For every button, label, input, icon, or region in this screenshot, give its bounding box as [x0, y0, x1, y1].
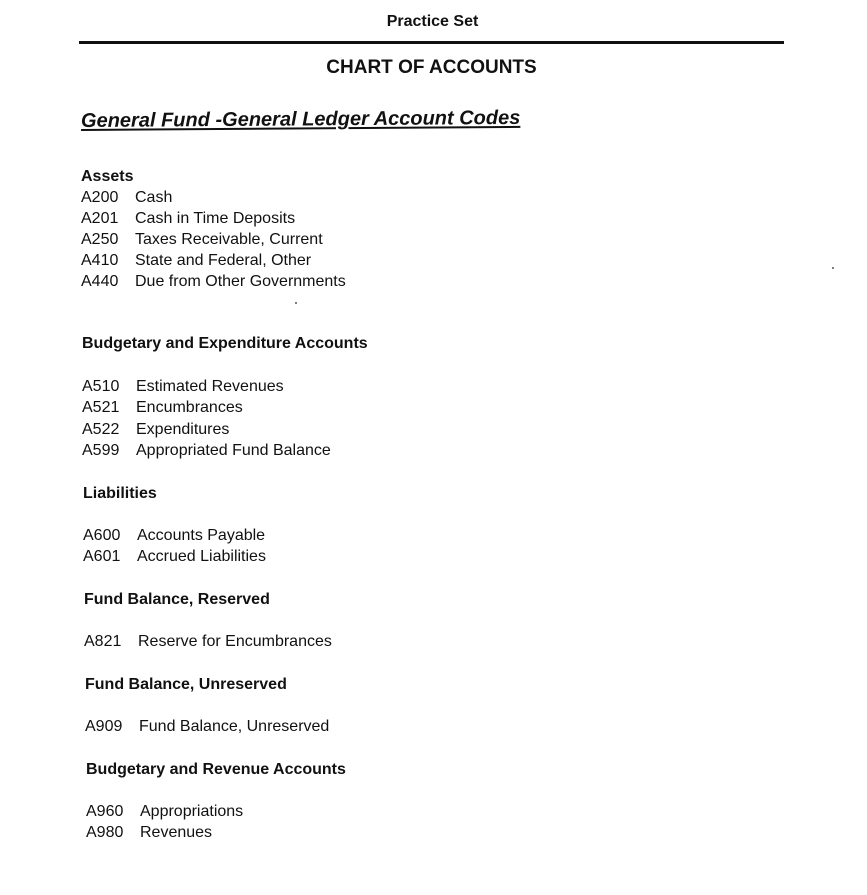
- account-row: [86, 803, 243, 821]
- section-heading-budgetary-expenditure: Budgetary and Expenditure Accounts: [82, 335, 368, 352]
- account-code: A600: [83, 527, 121, 544]
- account-row: [82, 378, 284, 396]
- account-row: [81, 189, 172, 207]
- account-code: A410: [81, 252, 119, 269]
- account-row: [82, 421, 229, 439]
- account-name: State and Federal, Other: [135, 252, 312, 269]
- account-name: Appropriated Fund Balance: [136, 442, 331, 459]
- account-row: [81, 231, 323, 249]
- account-name: Reserve for Encumbrances: [138, 633, 332, 650]
- scan-speck: [832, 267, 834, 269]
- account-code: A821: [84, 633, 122, 650]
- account-name: Cash in Time Deposits: [135, 210, 296, 227]
- section-heading-fund-balance-reserved: Fund Balance, Reserved: [84, 591, 270, 608]
- section-heading-liabilities: Liabilities: [83, 485, 157, 502]
- section-subtitle: General Fund -General Ledger Account Codes: [80, 106, 521, 132]
- account-name: Appropriations: [140, 803, 244, 820]
- account-name: Revenues: [140, 824, 213, 841]
- account-name: Cash: [135, 189, 173, 206]
- account-code: A599: [82, 442, 120, 459]
- account-code: A522: [82, 421, 120, 438]
- account-row: [81, 252, 311, 270]
- practice-set-label: Practice Set: [386, 13, 479, 30]
- account-code: A601: [83, 548, 121, 565]
- section-heading-budgetary-revenue: Budgetary and Revenue Accounts: [86, 761, 346, 778]
- account-code: A510: [82, 378, 120, 395]
- scan-speck: [295, 302, 297, 304]
- account-row: [81, 273, 346, 291]
- account-code: A250: [81, 231, 119, 248]
- account-row: [86, 824, 212, 842]
- account-row: [83, 548, 266, 566]
- account-name: Accounts Payable: [137, 527, 266, 544]
- header-divider: [79, 41, 784, 44]
- account-code: A960: [86, 803, 124, 820]
- section-heading-assets: Assets: [81, 168, 134, 185]
- account-row: [85, 718, 329, 736]
- account-code: A200: [81, 189, 119, 206]
- account-code: A521: [82, 399, 120, 416]
- account-name: Fund Balance, Unreserved: [139, 718, 330, 735]
- account-name: Accrued Liabilities: [137, 548, 266, 565]
- account-name: Encumbrances: [136, 399, 243, 416]
- account-row: [81, 210, 295, 228]
- page-title: [0, 57, 867, 79]
- account-row: [82, 399, 243, 417]
- account-row: [82, 442, 331, 460]
- account-code: A980: [86, 824, 124, 841]
- section-heading-fund-balance-unreserved: Fund Balance, Unreserved: [85, 676, 287, 693]
- account-name: Estimated Revenues: [136, 378, 284, 395]
- account-name: Due from Other Governments: [135, 273, 346, 290]
- account-row: [84, 633, 332, 651]
- account-code: A201: [81, 210, 119, 227]
- account-code: A440: [81, 273, 119, 290]
- account-name: Expenditures: [136, 421, 230, 438]
- chart-of-accounts-title: CHART OF ACCOUNTS: [326, 57, 537, 78]
- account-code: A909: [85, 718, 123, 735]
- page-header: [0, 13, 867, 31]
- account-name: Taxes Receivable, Current: [135, 231, 323, 248]
- account-row: [83, 527, 265, 545]
